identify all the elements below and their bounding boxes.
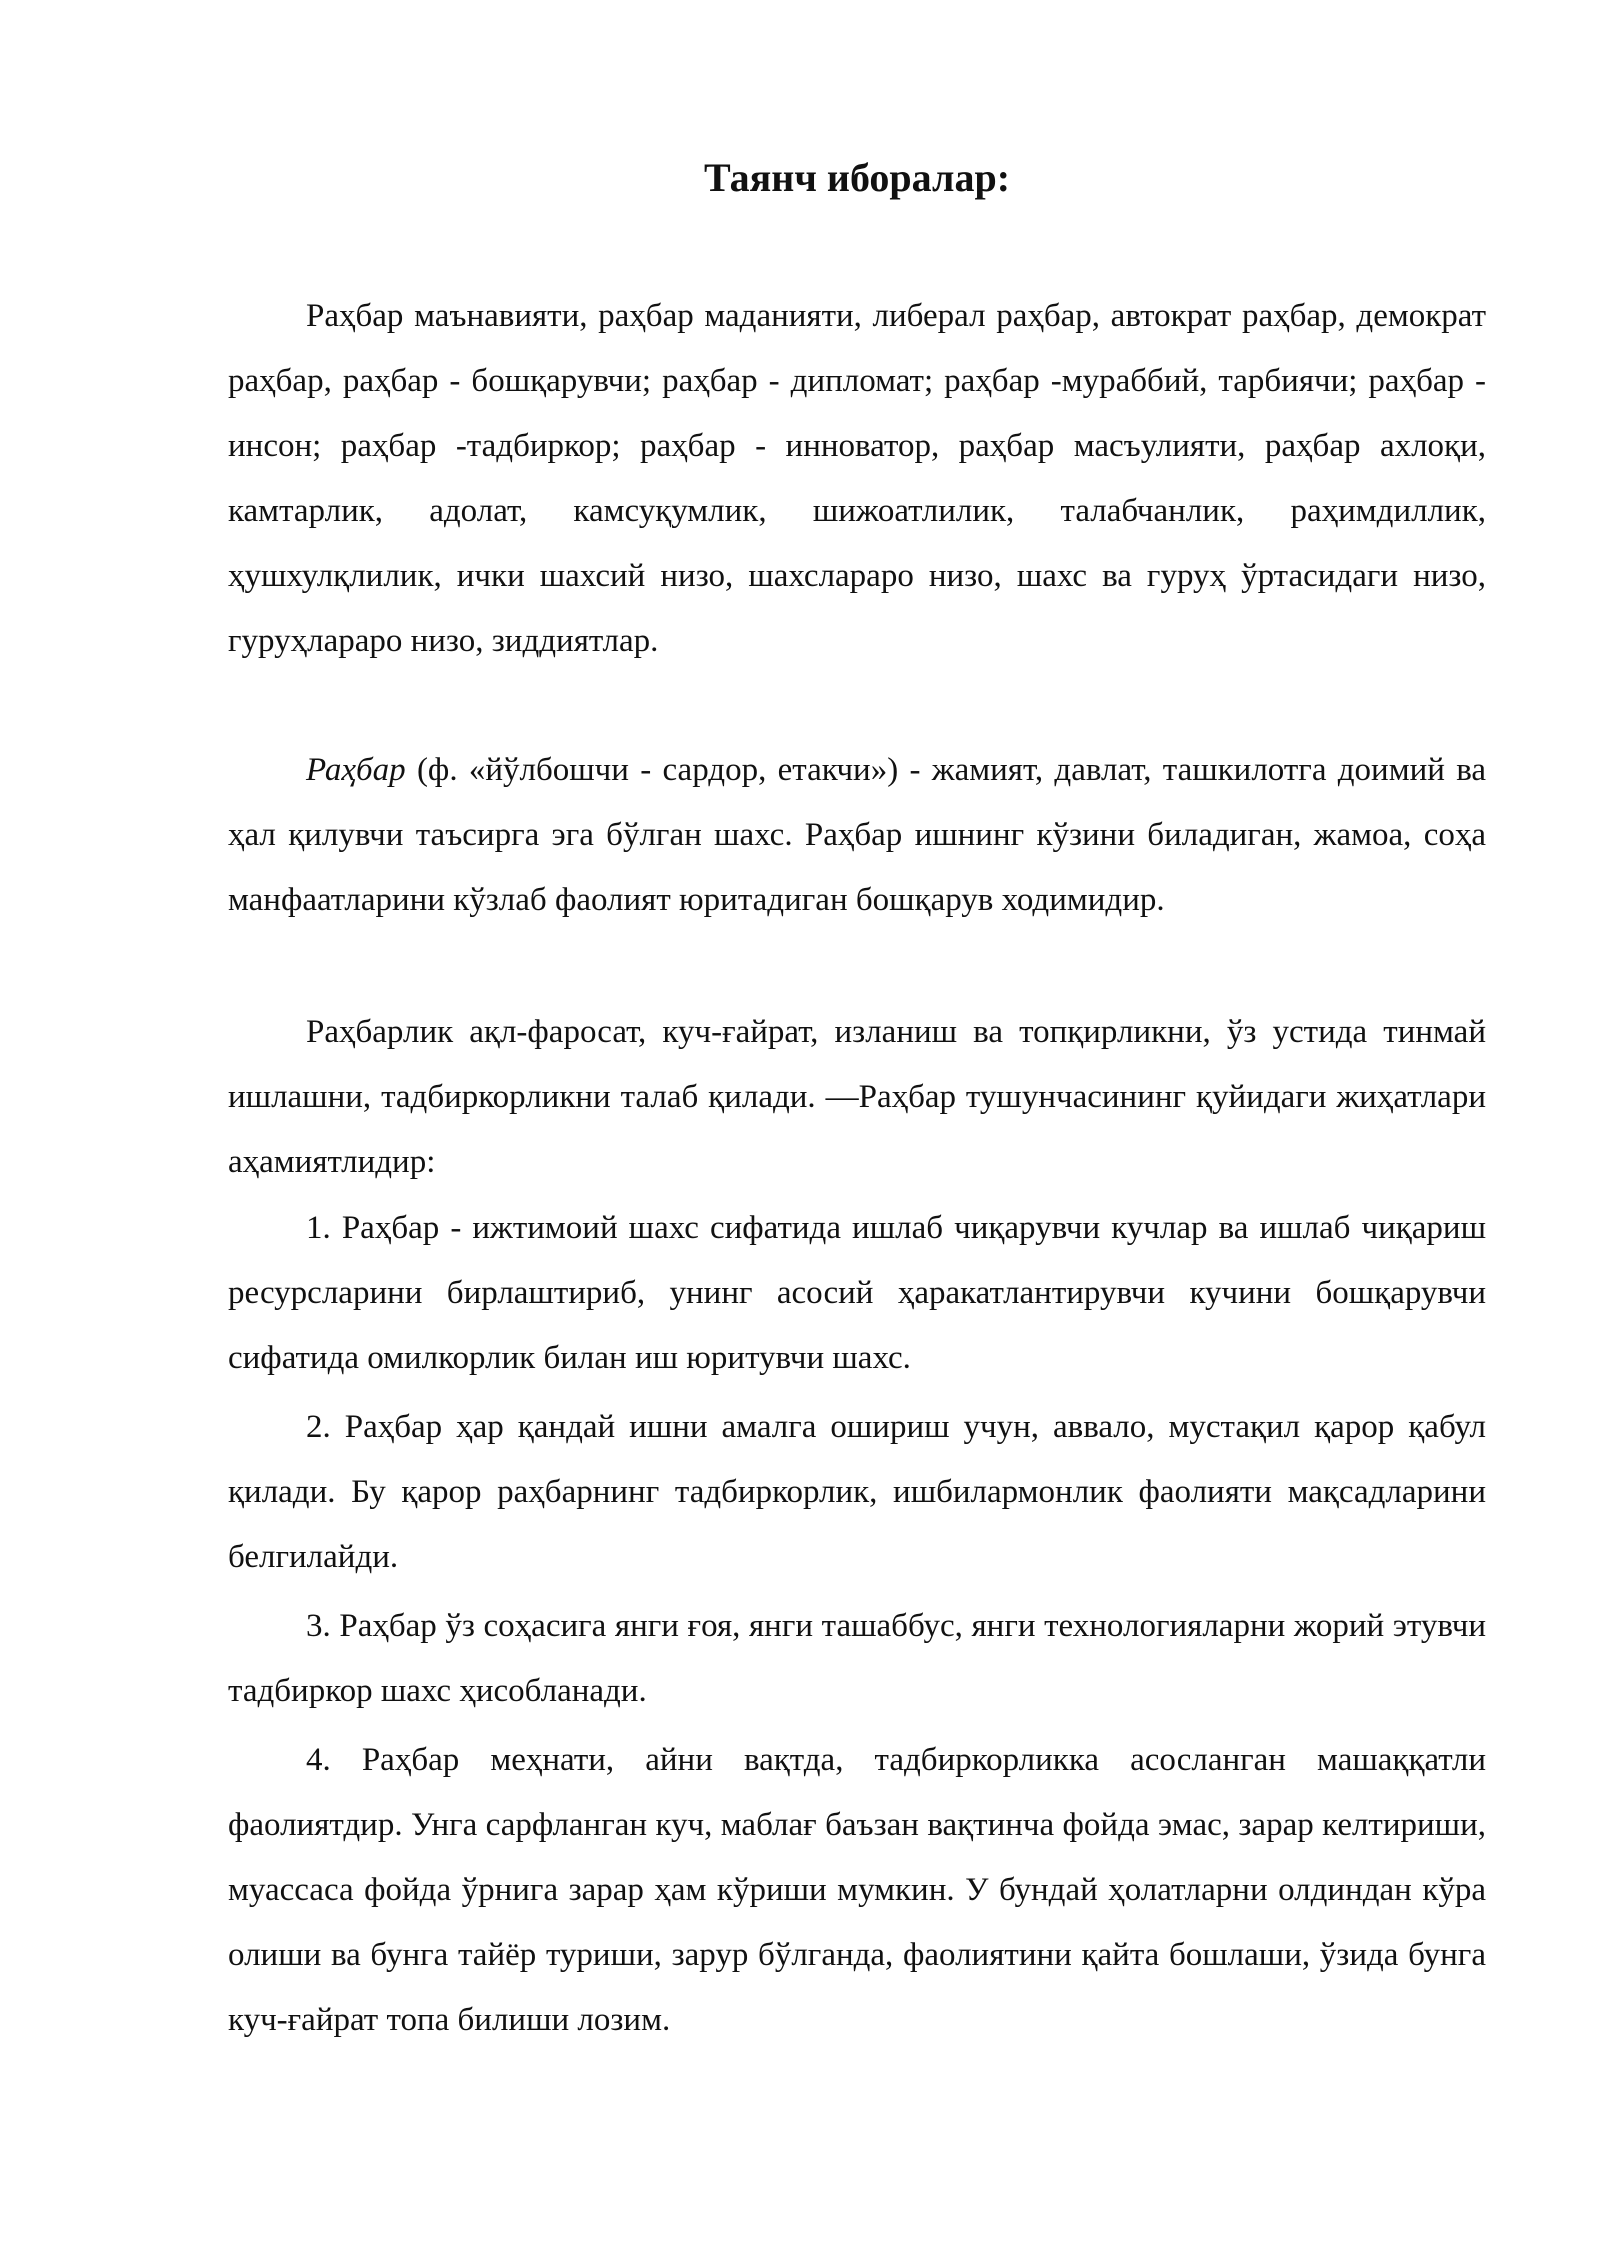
leadership-section [228,1000,1486,1195]
definition-section [228,738,1486,933]
points-list [228,1196,1486,2057]
list-item: 4. Раҳбар меҳнати, айни вақтда, тадбиркорликка асосланган машаққатли фаолиятдир. Унга сарфланган куч, маблағ баъзан вақтинча фойда эмас, зарар келтириши, муассаса фойда ўрнига зарар ҳам кўриши мумкин. У бундай ҳолатларни олдиндан кўра олиши ва бунга тайёр туриши, зарур бўлганда, фаолиятини қайта бошлаши, ўзида бунга куч-ғайрат топа билиши лозим. [228,1742,1486,2038]
keywords-section [228,284,1486,674]
leadership-paragraph: Раҳбарлик ақл-фаросат, куч-ғайрат, изланиш ва топқирликни, ўз устида тинмай ишлашни, тадбиркорликни талаб қилади. ―Раҳбар тушунчасининг қуйидаги жиҳатлари аҳамиятлидир: [228,1014,1486,1180]
list-item: 1. Раҳбар - ижтимоий шахс сифатида ишлаб чиқарувчи кучлар ва ишлаб чиқариш ресурсларини бирлаштириб, унинг асосий ҳаракатлантирувчи кучини бошқарувчи сифатида омилкорлик билан иш юритувчи шахс. [228,1210,1486,1376]
definition-text: (ф. «йўлбошчи - сардор, етакчи») - жамият, давлат, ташкилотга доимий ва ҳал қилувчи таъсирга эга бўлган шахс. Раҳбар ишнинг кўзини биладиган, жамоа, соҳа манфаатларини кўзлаб фаолият юритадиган бошқарув ходимидир. [228,752,1486,918]
definition-paragraph [228,738,1486,933]
list-item: 2. Раҳбар ҳар қандай ишни амалга ошириш учун, аввало, мустақил қарор қабул қилади. Бу қарор раҳбарнинг тадбиркорлик, ишбилармонлик фаолияти мақсадларини белгилайди. [228,1409,1486,1575]
keywords-paragraph: Раҳбар маънавияти, раҳбар маданияти, либерал раҳбар, автократ раҳбар, демократ раҳбар, раҳбар - бошқарувчи; раҳбар - дипломат; раҳбар -мураббий, тарбиячи; раҳбар - инсон; раҳбар -тадбиркор; раҳбар - инноватор, раҳбар масъулияти, раҳбар ахлоқи, камтарлик, адолат, камсуқумлик, шижоатлилик, талабчанлик, раҳимдиллик, ҳушхулқлилик, ички шахсий низо, шахслараро низо, шахс ва гуруҳ ўртасидаги низо, гуруҳлараро низо, зиддиятлар. [228,298,1486,659]
page-title: Таянч иборалар: [703,155,1011,200]
definition-term: Раҳбар [306,752,406,788]
list-item: 3. Раҳбар ўз соҳасига янги ғоя, янги ташаббус, янги технологияларни жорий этувчи тадбиркор шахс ҳисобланади. [228,1608,1486,1709]
